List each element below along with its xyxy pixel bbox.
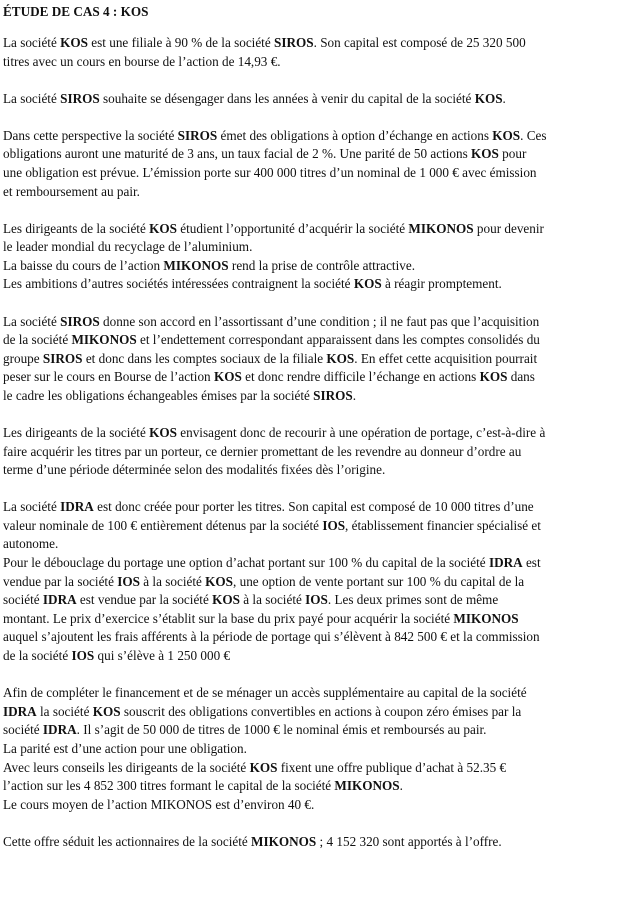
text-run: société [3,592,43,608]
company-name: KOS [149,425,177,440]
text-run: rend la prise de contrôle attractive. [228,257,415,273]
text-line [3,164,630,183]
company-name: KOS [471,146,499,162]
text-line [3,498,630,517]
text-line [3,90,630,109]
paragraph [3,498,630,665]
company-name: IOS [71,648,95,664]
text-run: groupe [3,350,43,366]
text-run: . Ces [520,127,547,143]
text-run: l’action sur les 4 852 300 titres formant le capital de la société [3,778,335,794]
text-line [3,796,630,815]
text-run: faire acquérir les titres par un porteur, ce dernier promettant de les revendre au donneur d’ordre au [3,443,522,459]
text-line [3,368,630,387]
text-line [3,554,630,573]
company-name: IDRA [3,703,37,719]
text-run: fixent une offre publique d’achat à 52.35 € [277,759,507,775]
text-line [3,647,630,666]
text-line [3,461,630,480]
text-line [3,535,630,554]
paragraph [3,220,630,294]
company-name: KOS [205,573,234,589]
text-line [3,610,630,629]
text-run: la société [36,703,93,719]
text-run: à la société [139,573,206,589]
paragraph [3,833,630,852]
text-line [3,759,630,778]
text-run: valeur nominale de 100 € entièrement détenus par la société [3,517,323,533]
text-run: ; 4 152 320 sont apportés à l’offre. [316,833,502,849]
text-line [3,721,630,740]
company-name: KOS [353,276,382,292]
text-run: est donc créée pour porter les titres. Son capital est composé de 10 000 titres d’une [93,499,534,515]
text-run: donne son accord en l’assortissant d’une condition ; il ne faut pas que l’acquisition [99,313,540,329]
text-run: pour devenir [473,220,544,236]
text-run: obligations auront une maturité de 3 ans, un taux facial de 2 %. Une parité de 50 actions [3,146,472,162]
text-run: étudient l’opportunité d’acquérir la société [176,220,409,236]
text-run: le cadre les obligations échangeables émises par la société [3,387,314,403]
company-name: IOS [322,517,346,533]
text-run: Les ambitions d’autres sociétés intéressées contraignent la société [3,276,354,292]
text-line [3,424,630,443]
text-line [3,628,630,647]
company-name: KOS [249,759,278,775]
text-run: . [399,778,403,794]
text-run: émet des obligations à option d’échange en actions [217,127,493,143]
text-line [3,220,630,239]
text-line [3,127,630,146]
company-name: SIROS [60,90,100,106]
company-name: IOS [305,592,328,608]
text-line [3,257,630,276]
document-body [3,34,630,851]
text-line [3,350,630,369]
company-name: SIROS [274,35,314,50]
text-run: . [352,387,357,403]
text-run: est [522,555,541,571]
text-run: et donc rendre difficile l’échange en actions [241,369,480,385]
text-run: souhaite se désengager dans les années à venir du capital de la société [99,90,475,106]
text-line [3,684,630,703]
text-run: Pour le débouclage du portage une option d’achat portant sur 100 % du capital de la société [3,555,489,571]
text-run: est vendue par la société [76,592,213,608]
text-run: terme d’une période déterminée selon des modalités fixées dès l’origine. [3,462,386,478]
text-run: à réagir promptement. [381,276,502,292]
company-name: KOS [479,369,508,385]
text-run: qui s’élève à 1 250 000 € [94,648,231,664]
company-name: KOS [149,220,177,236]
text-run: de la société [3,332,72,348]
text-run: Avec leurs conseils les dirigeants de la société [3,759,250,775]
company-name: KOS [474,90,503,106]
text-run: à la société [239,592,306,608]
text-line [3,573,630,592]
paragraph [3,34,630,71]
company-name: KOS [212,592,240,608]
paragraph [3,90,630,109]
text-run: , établissement financier spécialisé et [345,517,541,533]
text-line [3,34,630,53]
text-line [3,145,630,164]
text-run: envisagent donc de recourir à une opération de portage, c’est-à-dire à [176,425,546,440]
text-run: peser sur le cours en Bourse de l’action [3,369,214,385]
text-run: , une option de vente portant sur 100 % du capital de la [233,573,525,589]
text-run: une obligation est prévue. L’émission porte sur 400 000 titres d’un nominal de 1 000 € avec émission [3,164,537,180]
text-run: Dans cette perspective la société [3,127,178,143]
text-run: Le cours moyen de l’action MIKONOS est d’environ 40 €. [3,796,315,812]
text-run: pour [498,146,527,162]
text-run: . Il s’agit de 50 000 de titres de 1000 € le nominal émis et remboursés au pair. [76,722,487,738]
text-line [3,591,630,610]
company-name: KOS [92,703,121,719]
company-name: KOS [60,35,88,50]
text-line [3,740,630,759]
text-run: et l’endettement correspondant apparaissent dans les comptes consolidés du [136,332,540,348]
text-run: de la société [3,648,72,664]
company-name: IDRA [42,722,77,738]
text-run: autonome. [3,536,59,552]
text-run: Afin de compléter le financement et de se ménager un accès supplémentaire au capital de la société [3,685,527,701]
company-name: SIROS [60,313,100,329]
company-name: KOS [492,127,521,143]
text-run: et remboursement au pair. [3,183,140,199]
text-line [3,238,630,257]
text-run: . En effet cette acquisition pourrait [354,350,538,366]
text-run: et donc dans les comptes sociaux de la filiale [82,350,327,366]
text-line [3,183,630,202]
company-name: SIROS [42,350,83,366]
text-run: La parité est d’une action pour une obligation. [3,740,247,756]
text-line [3,777,630,796]
paragraph [3,313,630,406]
company-name: MIKONOS [163,257,229,273]
text-run: La société [3,35,61,50]
company-name: SIROS [313,387,353,403]
text-run: vendue par la société [3,573,118,589]
text-run: auquel s’ajoutent les frais afférents à la période de portage qui s’élèvent à 842 500 € et la commission [3,629,540,645]
text-run: est une filiale à 90 % de la société [87,35,275,50]
paragraph [3,127,630,201]
text-run: le leader mondial du recyclage de l’aluminium. [3,239,253,255]
text-line [3,275,630,294]
text-run: société [3,722,43,738]
company-name: IOS [117,573,140,589]
company-name: MIKONOS [251,833,317,849]
company-name: SIROS [177,127,218,143]
text-run: souscrit des obligations convertibles en actions à coupon zéro émises par la [120,703,522,719]
document-title: ÉTUDE DE CAS 4 : KOS [3,4,149,19]
company-name: IDRA [60,499,94,515]
text-line [3,53,630,72]
text-line [3,703,630,722]
text-run: La baisse du cours de l’action [3,257,164,273]
text-line [3,517,630,536]
paragraph [3,684,630,814]
text-run: Les dirigeants de la société [3,425,150,440]
text-run: . Les deux primes sont de même [327,592,499,608]
text-line [3,443,630,462]
text-line [3,331,630,350]
company-name: MIKONOS [71,332,137,348]
text-run: La société [3,90,61,106]
text-run: titres avec un cours en bourse de l’action de 14,93 €. [3,53,281,69]
text-run: . [502,90,506,106]
company-name: MIKONOS [453,610,519,626]
company-name: IDRA [42,592,77,608]
text-run: . Son capital est composé de 25 320 500 [313,35,526,50]
text-run: La société [3,313,61,329]
text-run: La société [3,499,61,515]
text-run: Les dirigeants de la société [3,220,150,236]
paragraph [3,424,630,480]
text-run: Cette offre séduit les actionnaires de la société [3,833,252,849]
company-name: KOS [326,350,355,366]
text-line [3,833,630,852]
text-line [3,387,630,406]
text-run: dans [507,369,535,385]
text-line [3,313,630,332]
company-name: MIKONOS [408,220,474,236]
company-name: MIKONOS [334,778,400,794]
company-name: IDRA [488,555,523,571]
company-name: KOS [213,369,242,385]
text-run: montant. Le prix d’exercice s’établit sur la base du prix payé pour acquérir la société [3,610,454,626]
